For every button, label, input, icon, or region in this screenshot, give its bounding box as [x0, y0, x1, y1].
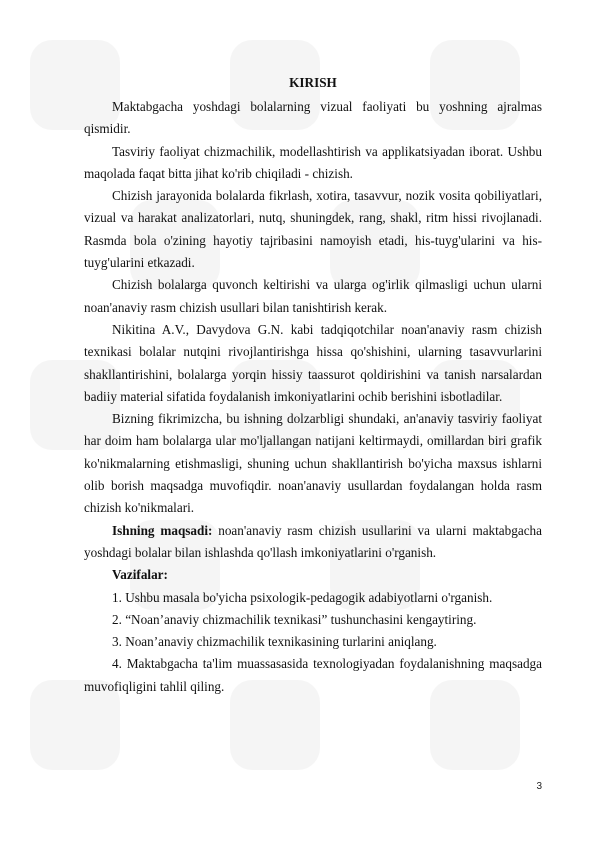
paragraph-4: Chizish bolalarga quvonch keltirishi va ularga og'irlik qilmasligi uchun ularni noan'anaviy rasm chizish usullari bilan tanishtirish kerak.: [84, 277, 542, 315]
paragraph-6: Bizning fikrimizcha, bu ishning dolzarbligi shundaki, an'anaviy tasviriy faoliyat har doim ham bolalarga ular mo'ljallangan natijani keltirmaydi, omillardan biri grafik ko'nikmalarning etishmasligi, shuning uchun shakllantirish bo'yicha maxsus ishlarni olib borish maqsadga muvofiqdir. noan'anaviy usullardan foydalangan holda rasm chizish ko'nikmalari.: [84, 411, 542, 516]
page-number: 3: [536, 781, 542, 792]
goal-label: Ishning maqsadi:: [112, 522, 213, 538]
paragraph-2: Tasviriy faoliyat chizmachilik, modellashtirish va applikatsiyadan iborat. Ushbu maqolada faqat bitta jihat ko'rib chiqiladi - chizish.: [84, 143, 542, 181]
task-item-1: 1. Ushbu masala bo'yicha psixologik-pedagogik adabiyotlarni o'rganish.: [112, 589, 493, 605]
task-item-3: 3. Noan’anaviy chizmachilik texnikasining turlarini aniqlang.: [112, 634, 437, 650]
paragraph-3: Chizish jarayonida bolalarda fikrlash, xotira, tasavvur, nozik vosita qobiliyatlari, vizual va harakat analizatorlari, nutq, shuningdek, rang, shakl, ritm hissi rivojlanadi. Rasmda bola o'zining hayotiy tajribasini namoyish etadi, his-tuyg'ularini va his-tuyg'ularini etkazadi.: [84, 188, 542, 271]
goal-text: noan'anaviy rasm chizish usullarini va ularni maktabgacha yoshdagi bolalar bilan ishlashda qo'llash imkoniyatlarini o'rganish.: [84, 522, 543, 560]
task-item-4: 4. Maktabgacha ta'lim muassasasida texnologiyadan foydalanishning maqsadga muvofiqligini tahlil qiling.: [84, 656, 542, 694]
task-item-2: 2. “Noan’anaviy chizmachilik texnikasi” tushunchasini kengaytiring.: [112, 611, 477, 627]
goal-paragraph: [84, 520, 542, 565]
page-title: KIRISH: [289, 75, 337, 90]
document-page: [84, 74, 542, 698]
paragraph-5: Nikitina A.V., Davydova G.N. kabi tadqiqotchilar noan'anaviy rasm chizish texnikasi bolalar nutqini rivojlantirishga hissa qo'shishini, ularning tasavvurlarini shakllantirishini, bolalarga yorqin hissiy taassurot qoldirishini va tanish narsalardan badiiy material sifatida foydalanish imkoniyatlarini ochib berishini isbotladilar.: [84, 321, 542, 404]
paragraph-1: Maktabgacha yoshdagi bolalarning vizual faoliyati bu yoshning ajralmas qismidir.: [84, 99, 542, 137]
tasks-heading: Vazifalar:: [112, 567, 168, 583]
